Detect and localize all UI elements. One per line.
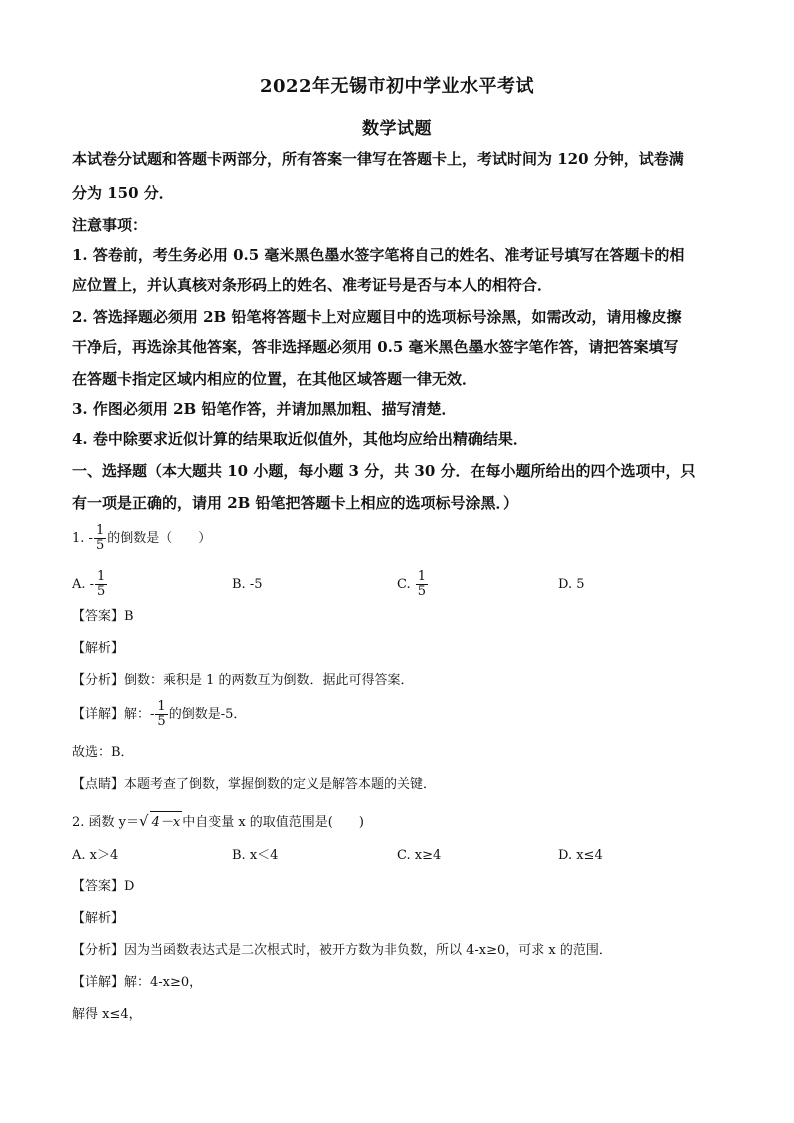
q1-frac-num: 1 bbox=[95, 523, 105, 538]
q1-comment: 【点睛】本题考查了倒数，掌握倒数的定义是解答本题的关键． bbox=[72, 777, 437, 792]
note-2-line-2: 干净后，再选涂其他答案，答非选择题必须用 0.5 毫米黑色墨水签字笔作答，请把答案填写 bbox=[72, 338, 679, 356]
intro-line-2: 分为 150 分． bbox=[72, 184, 174, 202]
q1-frac-den: 5 bbox=[95, 538, 105, 553]
exam-subtitle: 数学试题 bbox=[362, 119, 432, 139]
q1-analysis-heading: 【解析】 bbox=[72, 641, 125, 656]
question-2 bbox=[72, 810, 722, 834]
q1-detail-den: 5 bbox=[157, 714, 166, 729]
q1-suffix: 的倒数是（ ） bbox=[107, 531, 212, 546]
q2-detail: 【详解】解：4-x≥0， bbox=[72, 975, 203, 990]
note-4: 4. 卷中除要求近似计算的结果取近似值外，其他均应给出精确结果． bbox=[72, 430, 528, 448]
q1-option-a-fraction bbox=[95, 570, 107, 599]
q1-answer: 【答案】B bbox=[72, 609, 134, 624]
q1-detail-suffix: 的倒数是-5． bbox=[168, 707, 247, 722]
note-1-line-1: 1. 答卷前，考生务必用 0.5 毫米黑色墨水签字笔将自己的姓名、准考证号填写在答题卡的相 bbox=[72, 246, 685, 264]
q1-option-d: D. 5 bbox=[558, 577, 585, 592]
q1-option-c-prefix: C. bbox=[397, 577, 411, 592]
q1-fraction bbox=[94, 524, 106, 553]
section-line-2: 有一项是正确的，请用 2B 铅笔把答题卡上相应的选项标号涂黑．） bbox=[72, 494, 519, 512]
q1-analysis: 【分析】倒数：乘积是 1 的两数互为倒数．据此可得答案． bbox=[72, 673, 414, 688]
question-1 bbox=[72, 524, 722, 553]
q2-prefix: 2. 函数 y＝ bbox=[72, 815, 140, 830]
q1-option-a-prefix: A. - bbox=[72, 577, 95, 592]
note-1-line-2: 应位置上，并认真核对条形码上的姓名、准考证号是否与本人的相符合． bbox=[72, 276, 553, 294]
exam-title: 2022年无锡市初中学业水平考试 bbox=[259, 76, 535, 97]
note-2-line-1: 2. 答选择题必须用 2B 铅笔将答题卡上对应题目中的选项标号涂黑，如需改动，请用橡皮擦 bbox=[72, 308, 682, 326]
q1-option-b: B. -5 bbox=[232, 577, 263, 592]
section-line-1: 一、选择题（本大题共 10 小题，每小题 3 分，共 30 分．在每小题所给出的四个选项中，只 bbox=[72, 462, 696, 480]
q2-analysis-heading: 【解析】 bbox=[72, 911, 125, 926]
q1-detail-num: 1 bbox=[157, 699, 166, 714]
q1-option-a bbox=[72, 570, 108, 599]
q2-analysis: 【分析】因为当函数表达式是二次根式时，被开方数为非负数，所以 4-x≥0，可求 x 的范围． bbox=[72, 943, 612, 958]
q1-option-a-den: 5 bbox=[97, 584, 106, 599]
q1-detail bbox=[72, 700, 722, 729]
q1-option-c-fraction bbox=[416, 570, 428, 599]
note-3: 3. 作图必须用 2B 铅笔作答，并请加黑加粗、描写清楚． bbox=[72, 400, 457, 418]
intro-line-1: 本试卷分试题和答题卡两部分，所有答案一律写在答题卡上，考试时间为 120 分钟，试卷满 bbox=[72, 150, 684, 168]
notes-heading: 注意事项： bbox=[72, 216, 148, 234]
q1-option-c-num: 1 bbox=[417, 569, 427, 584]
q2-option-b: B. x＜4 bbox=[232, 848, 279, 863]
q2-radicand: 4－x bbox=[150, 811, 183, 834]
q1-choose: 故选：B． bbox=[72, 745, 134, 760]
q2-option-c: C. x≥4 bbox=[397, 848, 442, 863]
sqrt-icon: √ bbox=[139, 812, 149, 830]
q1-prefix: 1. - bbox=[72, 531, 93, 546]
q2-option-d: D. x≤4 bbox=[558, 848, 603, 863]
q1-option-c bbox=[397, 570, 429, 599]
q2-answer: 【答案】D bbox=[72, 879, 135, 894]
q2-suffix: 中自变量 x 的取值范围是( ) bbox=[182, 815, 364, 830]
note-2-line-3: 在答题卡指定区域内相应的位置，在其他区域答题一律无效． bbox=[72, 370, 478, 388]
q1-option-a-num: 1 bbox=[97, 569, 106, 584]
q2-solve: 解得 x≤4， bbox=[72, 1007, 142, 1022]
q1-detail-fraction bbox=[155, 700, 167, 729]
q1-detail-prefix: 【详解】解：- bbox=[72, 707, 155, 722]
q1-option-c-den: 5 bbox=[417, 584, 427, 599]
q2-option-a: A. x＞4 bbox=[72, 848, 119, 863]
